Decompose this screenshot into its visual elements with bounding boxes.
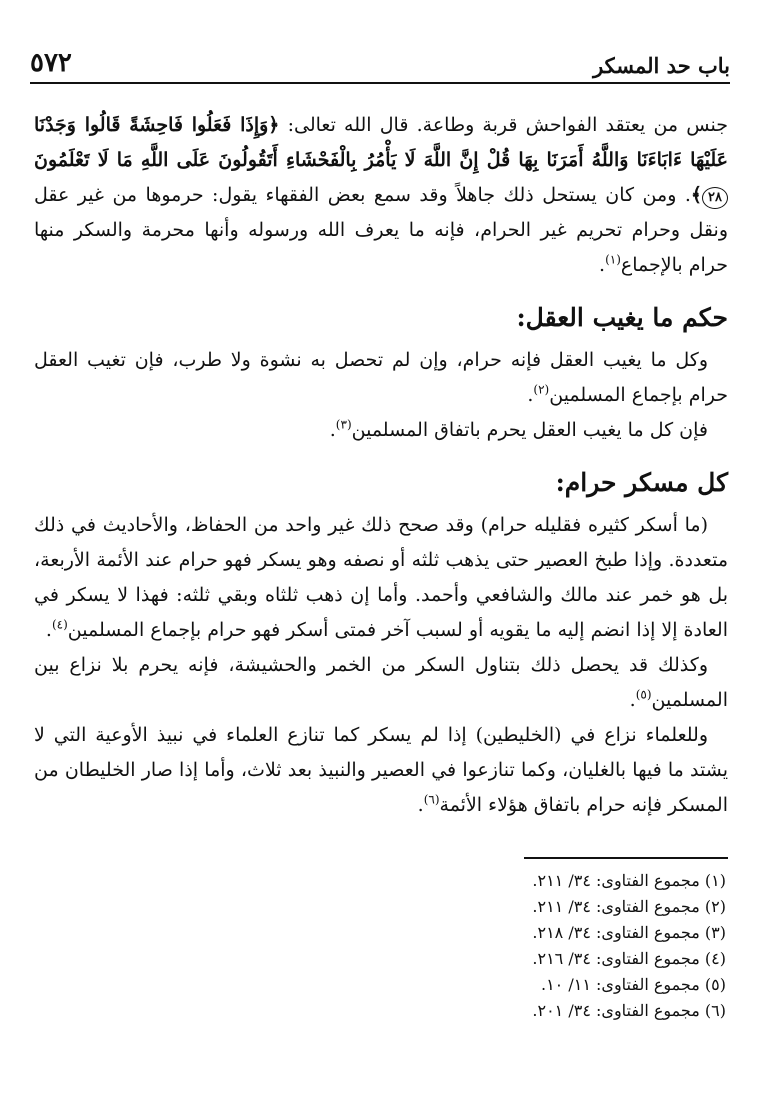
period: . bbox=[599, 254, 606, 276]
page-header bbox=[30, 38, 730, 84]
page-number: ٥٧٢ bbox=[30, 48, 72, 78]
main-text bbox=[34, 108, 728, 823]
footnote-ref-1: (١) bbox=[605, 252, 621, 267]
paragraph-1 bbox=[34, 108, 728, 283]
period: . bbox=[527, 384, 534, 406]
period: . bbox=[329, 419, 336, 441]
footnote-item: (٦) مجموع الفتاوى: ٣٤/ ٢٠١. bbox=[532, 1001, 726, 1020]
paragraph-2-text: وكل ما يغيب العقل فإنه حرام، وإن لم تحصل به نشوة ولا طرب، فإن تغيب العقل حرام بإجماع المسلمين bbox=[34, 349, 728, 406]
paragraph-2 bbox=[34, 343, 728, 413]
paragraph-3-text: فإن كل ما يغيب العقل يحرم باتفاق المسلمين bbox=[351, 419, 708, 441]
paragraph-4 bbox=[34, 508, 728, 648]
paragraph-1-rest: . ومن كان يستحل ذلك جاهلاً وقد سمع بعض الفقهاء يقول: حرموها من غير عقل ونقل وحرام تحريم غير الحرام، فإنه ما يعرف الله ورسوله وأنها محرمة والسكر منها حرام بالإجماع bbox=[34, 184, 728, 276]
paragraph-5-text: وكذلك قد يحصل ذلك بتناول السكر من الخمر والحشيشة، فإنه يحرم بلا نزاع بين المسلمين bbox=[34, 654, 728, 711]
ayah-number: ٢٨ bbox=[702, 187, 728, 209]
footnote-separator bbox=[524, 857, 728, 859]
paragraph-1-text: جنس من يعتقد الفواحش قربة وطاعة. قال الله تعالى: bbox=[279, 114, 728, 136]
paragraph-4-text: (ما أسكر كثيره فقليله حرام) وقد صحح ذلك غير واحد من الحفاظ، والأحاديث في ذلك متعددة. وإذا طبخ العصير حتى يذهب ثلثه أو نصفه وهو يسكر فهو حرام عند الأئمة الأربعة، بل هو خمر عند مالك والشافعي وأحمد. وأما إن ذهب ثلثاه وبقي ثلثه: فهذا لا يسكر في العادة إلا إذا انضم إليه ما يقويه أو لسبب آخر فمتى أسكر فهو حرام بإجماع المسلمين bbox=[34, 514, 728, 641]
quran-verse-end: ﴾ bbox=[690, 184, 703, 206]
footnote-item: (٢) مجموع الفتاوى: ٣٤/ ٢١١. bbox=[532, 897, 726, 916]
section-heading-2: كل مسكر حرام: bbox=[555, 468, 728, 497]
quran-verse: ﴿وَإِذَا فَعَلُوا فَاحِشَةً قَالُوا وَجَدْنَا عَلَيْهَا ءَابَاءَنَا وَاللَّهُ أَمَرَنَا بِهَا قُلْ إِنَّ اللَّهَ لَا يَأْمُرُ بِالْفَحْشَاءِ أَتَقُولُونَ عَلَى اللَّهِ مَا لَا تَعْلَمُونَ bbox=[34, 114, 728, 171]
paragraph-6-text: وللعلماء نزاع في (الخليطين) إذا لم يسكر كما تنازع العلماء في نبيذ الأوعية التي لا يشتد ما فيها بالغليان، وكما تنازعوا في العصير والنبيذ بعد ثلاث، وأما إذا صار الخليطان من المسكر فإنه حرام باتفاق هؤلاء الأئمة bbox=[34, 724, 728, 816]
section-heading-1: حكم ما يغيب العقل: bbox=[516, 303, 728, 332]
running-title: باب حد المسكر bbox=[593, 53, 730, 78]
footnote-ref-4: (٤) bbox=[51, 617, 68, 632]
footnotes-list bbox=[34, 868, 726, 1024]
period: . bbox=[417, 794, 424, 816]
paragraph-5 bbox=[34, 648, 728, 718]
footnote-item: (٥) مجموع الفتاوى: ١١/ ١٠. bbox=[540, 975, 726, 994]
footnote-item: (٣) مجموع الفتاوى: ٣٤/ ٢١٨. bbox=[532, 923, 726, 942]
period: . bbox=[629, 689, 636, 711]
paragraph-6 bbox=[34, 718, 728, 823]
footnote-ref-5: (٥) bbox=[635, 687, 652, 702]
footnote-ref-6: (٦) bbox=[423, 792, 440, 807]
period: . bbox=[45, 619, 52, 641]
footnote-item: (٤) مجموع الفتاوى: ٣٤/ ٢١٦. bbox=[532, 949, 726, 968]
footnote-item: (١) مجموع الفتاوى: ٣٤/ ٢١١. bbox=[532, 871, 726, 890]
footnote-ref-3: (٣) bbox=[335, 417, 352, 432]
footnote-ref-2: (٢) bbox=[533, 382, 550, 397]
paragraph-3 bbox=[34, 413, 728, 448]
